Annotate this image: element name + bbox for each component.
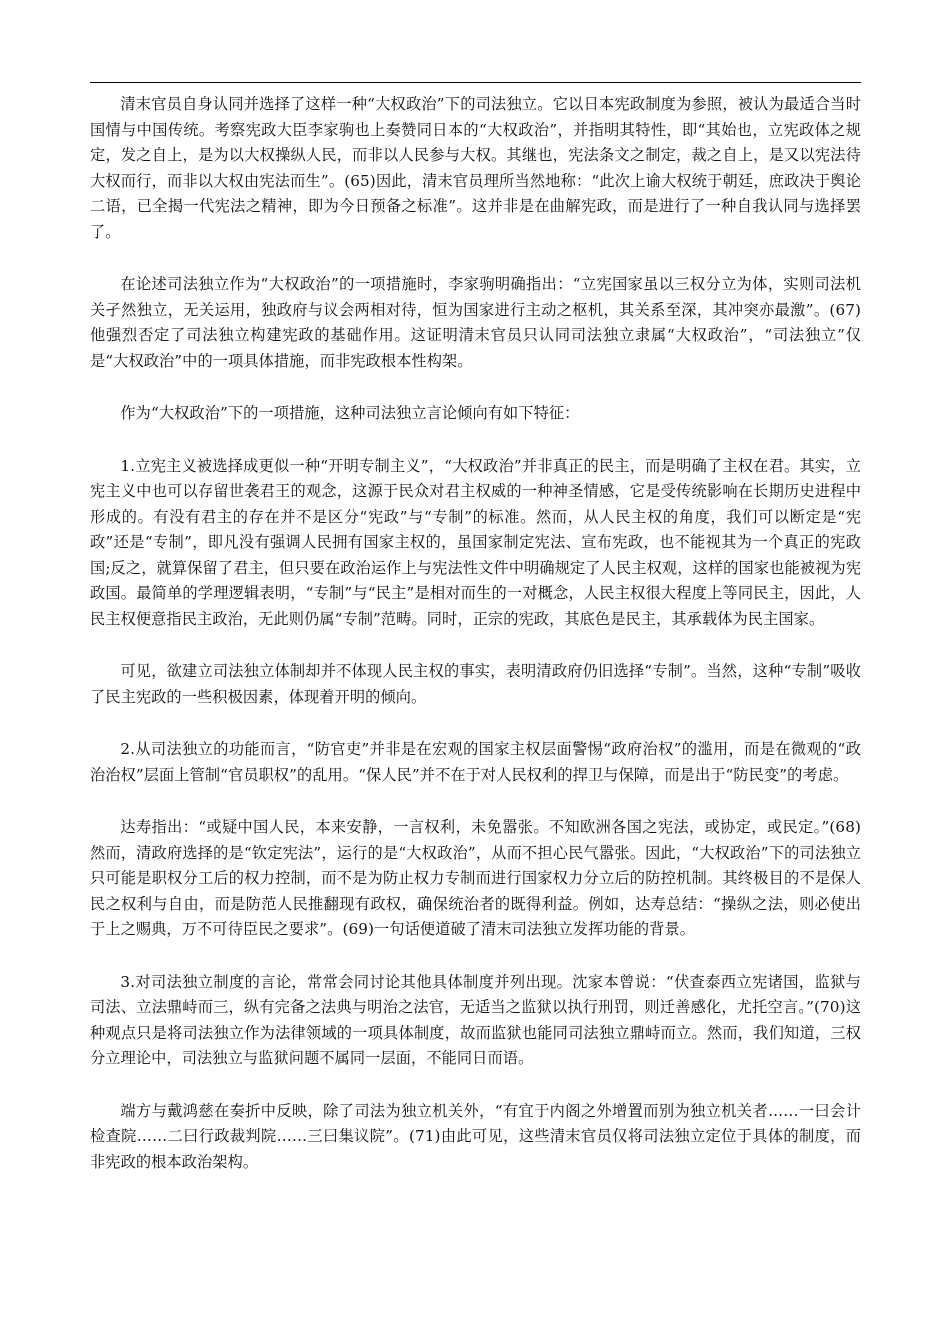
header-rule — [90, 82, 861, 83]
paragraph-5: 可见，欲建立司法独立体制却并不体现人民主权的事实，表明清政府仍旧选择“专制”。当然，这种“专制”吸收了民主宪政的一些积极因素，体现着开明的倾向。 — [90, 662, 861, 706]
paragraph-1: 清末官员自身认同并选择了这样一种“大权政治”下的司法独立。它以日本宪政制度为参照，被认为最适合当时国情与中国传统。考察宪政大臣李家驹也上奏赞同日本的“大权政治”，并指明其特性，即“其始也，立宪政体之规定，发之自上，是为以大权操纵人民，而非以人民参与大权。其继也，宪法条文之制定，裁之自上，是又以宪法待大权而行，而非以大权由宪法而生”。(65)因此，清末官员理所当然地称：“此次上谕大权统于朝廷，庶政决于舆论二语，已全揭一代宪法之精神，即为今日预备之标准”。这并非是在曲解宪政，而是进行了一种自我认同与选择罢了。 — [90, 95, 861, 241]
paragraph-4: 1.立宪主义被选择成更似一种“开明专制主义”，“大权政治”并非真正的民主，而是明确了主权在君。其实，立宪主义中也可以存留世袭君王的观念，这源于民众对君主权威的一种神圣情感，它是受传统影响在长期历史进程中形成的。有没有君主的存在并不是区分“宪政”与“专制”的标准。然而，从人民主权的角度，我们可以断定是“宪政”还是“专制”，即凡没有强调人民拥有国家主权的，虽国家制定宪法、宣布宪政，也不能视其为一个真正的宪政国;反之，就算保留了君主，但只要在政治运作上与宪法性文件中明确规定了人民主权观，这样的国家也能被视为宪政国。最简单的学理逻辑表明，“专制”与“民主”是相对而生的一对概念，人民主权很大程度上等同民主，因此，人民主权便意指民主政治，无此则仍属“专制”范畴。同时，正宗的宪政，其底色是民主，其承载体为民主国家。 — [90, 456, 861, 628]
paragraph-8: 3.对司法独立制度的言论，常常会同讨论其他具体制度并列出现。沈家本曾说：“伏查泰西立宪诸国，监狱与司法、立法鼎峙而三，纵有完备之法典与明治之法官，无适当之监狱以执行刑罚，则迁善感化，尤托空言。”(70)这种观点只是将司法独立作为法律领域的一项具体制度，故而监狱也能同司法独立鼎峙而立。然而，我们知道，三权分立理论中，司法独立与监狱问题不属同一层面，不能同日而语。 — [90, 972, 861, 1067]
paragraph-7: 达寿指出：“或疑中国人民，本来安静，一言权利，未免嚣张。不知欧洲各国之宪法，或协定，或民定。”(68)然而，清政府选择的是“钦定宪法”，运行的是“大权政治”，从而不担心民气嚣张。因此，“大权政治”下的司法独立只可能是职权分工后的权力控制，而不是为防止权力专制而进行国家权力分立后的防控机制。其终极目的不是保人民之权利与自由，而是防范人民推翻现有政权，确保统治者的既得利益。例如，达寿总结：“操纵之法，则必使出于上之赐典，万不可待臣民之要求”。(69)一句话便道破了清末司法独立发挥功能的背景。 — [90, 818, 861, 938]
paragraph-6: 2.从司法独立的功能而言，“防官吏”并非是在宏观的国家主权层面警惕“政府治权”的滥用，而是在微观的“政治治权”层面上管制“官员职权”的乱用。“保人民”并不在于对人民权利的捍卫与保障，而是出于“防民变”的考虑。 — [90, 740, 861, 784]
document-body — [90, 92, 861, 1202]
paragraph-9: 端方与戴鸿慈在奏折中反映，除了司法为独立机关外，“有宜于内阁之外增置而别为独立机关者……一曰会计检查院……二曰行政裁判院……三曰集议院”。(71)由此可见，这些清末官员仅将司法独立定位于具体的制度，而非宪政的根本政治架构。 — [90, 1101, 861, 1171]
paragraph-3: 作为“大权政治”下的一项措施，这种司法独立言论倾向有如下特征： — [120, 404, 580, 422]
paragraph-2: 在论述司法独立作为“大权政治”的一项措施时，李家驹明确指出：“立宪国家虽以三权分立为体，实则司法机关孑然独立，无关运用，独政府与议会两相对待，恒为国家进行主动之枢机，其关系至深，其冲突亦最激”。(67)他强烈否定了司法独立构建宪政的基础作用。这证明清末官员只认同司法独立隶属“大权政治”，“司法独立”仅是“大权政治”中的一项具体措施，而非宪政根本性构架。 — [90, 275, 861, 370]
